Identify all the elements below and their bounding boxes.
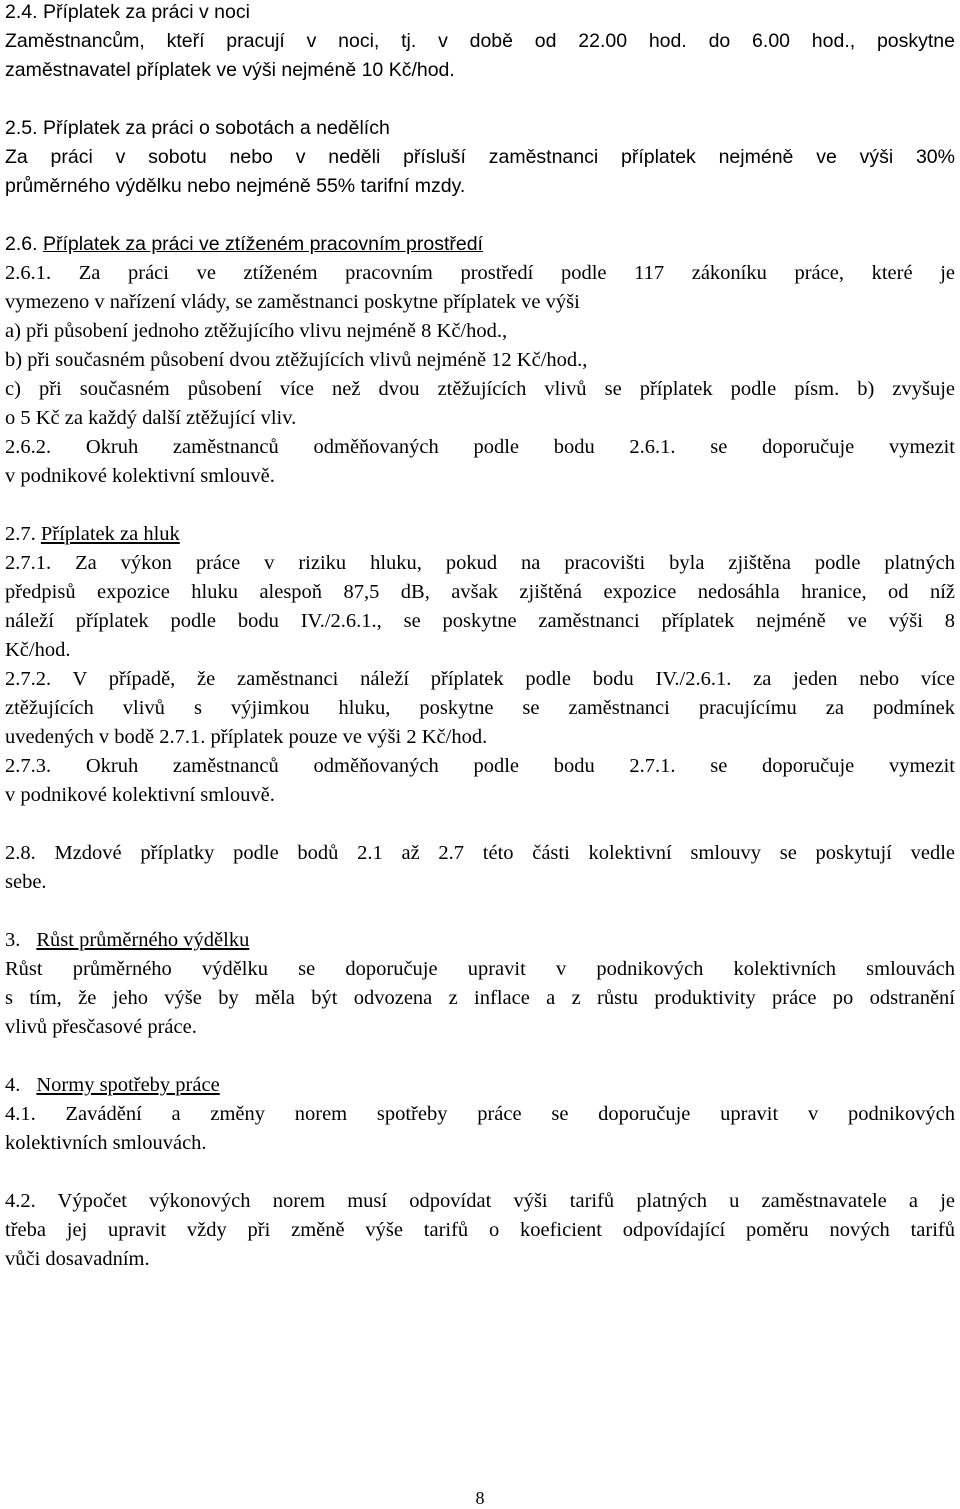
- section-2-6-line: c) při současném působení více než dvou ztěžujících vlivů se příplatek podle písm. b) zvyšuje: [5, 378, 955, 400]
- section-2-7-line: uvedených v bodě 2.7.1. příplatek pouze ve výši 2 Kč/hod.: [5, 726, 488, 748]
- section-2-5-heading: 2.5. Příplatek za práci o sobotách a nedělích: [5, 117, 390, 139]
- section-3-heading-number: 3.: [5, 929, 21, 951]
- section-4-line: 4.1. Zavádění a změny norem spotřeby práce se doporučuje upravit v podnikových: [5, 1103, 955, 1125]
- section-2-7-line: 2.7.2. V případě, že zaměstnanci náleží příplatek podle bodu IV./2.6.1. za jeden nebo více: [5, 668, 955, 690]
- section-2-6-heading: [5, 230, 483, 258]
- section-2-4-line: zaměstnavatel příplatek ve výši nejméně 10 Kč/hod.: [5, 59, 455, 81]
- section-4-heading: [5, 1071, 220, 1099]
- section-2-7-line: 2.7.3. Okruh zaměstnanců odměňovaných podle bodu 2.7.1. se doporučuje vymezit: [5, 755, 955, 777]
- section-3-line: vlivů přesčasové práce.: [5, 1016, 197, 1038]
- section-2-5-line: průměrného výdělku nebo nejméně 55% tarifní mzdy.: [5, 175, 466, 197]
- section-3-line: Růst průměrného výdělku se doporučuje upravit v podnikových kolektivních smlouvách: [5, 958, 955, 980]
- section-2-6-line: a) při působení jednoho ztěžujícího vlivu nejméně 8 Kč/hod.,: [5, 320, 508, 342]
- section-4-heading-title: Normy spotřeby práce: [36, 1074, 220, 1096]
- section-2-4-line: Zaměstnancům, kteří pracují v noci, tj. v době od 22.00 hod. do 6.00 hod., poskytne: [5, 30, 955, 52]
- page-number: 8: [475, 1488, 485, 1508]
- section-4-line: třeba jej upravit vždy při změně výše tarifů o koeficient odpovídající poměru nových tarifů: [5, 1219, 955, 1241]
- section-2-6-line: 2.6.2. Okruh zaměstnanců odměňovaných podle bodu 2.6.1. se doporučuje vymezit: [5, 436, 955, 458]
- section-2-6-line: o 5 Kč za každý další ztěžující vliv.: [5, 407, 297, 429]
- section-3-heading: [5, 926, 249, 954]
- section-2-4-heading: 2.4. Příplatek za práci v noci: [5, 1, 250, 23]
- section-2-5-line: Za práci v sobotu nebo v neděli přísluší zaměstnanci příplatek nejméně ve výši 30%: [5, 146, 955, 168]
- section-2-6-line: 2.6.1. Za práci ve ztíženém pracovním prostředí podle 117 zákoníku práce, které je: [5, 262, 955, 284]
- section-2-7-line: Kč/hod.: [5, 639, 71, 661]
- section-2-6-line: b) při současném působení dvou ztěžujících vlivů nejméně 12 Kč/hod.,: [5, 349, 588, 371]
- section-3-line: s tím, že jeho výše by měla být odvozena z inflace a z růstu produktivity práce po odstranění: [5, 987, 955, 1009]
- section-2-6-line: v podnikové kolektivní smlouvě.: [5, 465, 275, 487]
- section-2-7-line: ztěžujících vlivů s výjimkou hluku, poskytne se zaměstnanci pracujícímu za podmínek: [5, 697, 955, 719]
- section-4-line: kolektivních smlouvách.: [5, 1132, 207, 1154]
- section-2-6-line: vymezeno v nařízení vlády, se zaměstnanci poskytne příplatek ve výši: [5, 291, 580, 313]
- section-4-line: vůči dosavadním.: [5, 1248, 150, 1270]
- section-2-7-heading: [5, 520, 180, 548]
- section-2-8-line: sebe.: [5, 871, 47, 893]
- section-3-heading-title: Růst průměrného výdělku: [36, 929, 250, 951]
- section-2-6-heading-number: 2.6.: [5, 233, 43, 255]
- section-2-6-heading-title: Příplatek za práci ve ztíženém pracovním prostředí: [42, 233, 483, 255]
- section-2-7-line: předpisů expozice hluku alespoň 87,5 dB, avšak zjištěná expozice nedosáhla hranice, od níž: [5, 581, 955, 603]
- section-2-7-line: v podnikové kolektivní smlouvě.: [5, 784, 275, 806]
- section-2-7-line: 2.7.1. Za výkon práce v riziku hluku, pokud na pracovišti byla zjištěna podle platných: [5, 552, 955, 574]
- section-4-heading-number: 4.: [5, 1074, 21, 1096]
- section-2-8-line: 2.8. Mzdové příplatky podle bodů 2.1 až 2.7 této části kolektivní smlouvy se poskytují vedle: [5, 842, 955, 864]
- section-2-7-line: náleží příplatek podle bodu IV./2.6.1., se poskytne zaměstnanci příplatek nejméně ve výši 8: [5, 610, 955, 632]
- section-2-7-heading-number: 2.7.: [5, 523, 41, 545]
- section-4-line: 4.2. Výpočet výkonových norem musí odpovídat výši tarifů platných u zaměstnavatele a je: [5, 1190, 955, 1212]
- section-2-7-heading-title: Příplatek za hluk: [40, 523, 180, 545]
